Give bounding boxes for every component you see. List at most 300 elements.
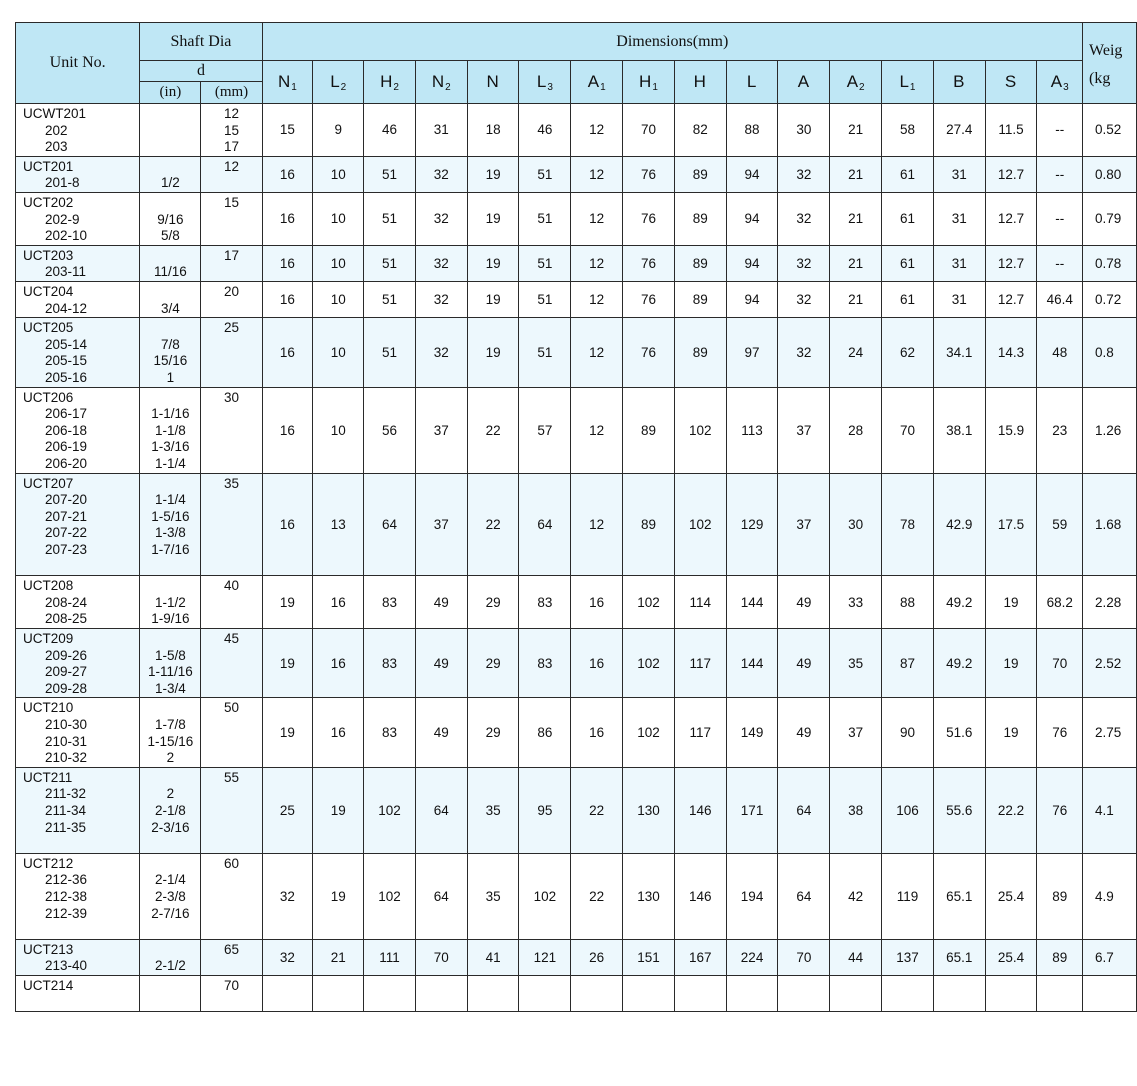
- dimension-cell: 167: [674, 939, 726, 975]
- dimension-cell: [726, 975, 778, 1011]
- unit-model: UCT214: [23, 977, 74, 993]
- dimension-cell: 37: [415, 473, 467, 576]
- dimension-cell: 144: [726, 576, 778, 629]
- dimension-cell: 22: [571, 767, 623, 853]
- dimension-cell: 11.5: [985, 104, 1037, 157]
- dimension-cell: 49: [415, 698, 467, 767]
- table-row: [16, 318, 1137, 387]
- shaft-mm-value: 17: [223, 247, 240, 263]
- dimension-cell: [933, 975, 985, 1011]
- col-head-base: H: [639, 72, 652, 91]
- dimension-cell: 61: [882, 245, 934, 281]
- shaft-mm-value: 20: [223, 283, 240, 299]
- dimension-cell: 12.7: [985, 156, 1037, 192]
- dimension-cell: 130: [623, 767, 675, 853]
- dimension-cell: 18: [467, 104, 519, 157]
- col-head-sub: 2: [340, 82, 347, 93]
- unit-variant: 207-21: [45, 508, 88, 524]
- unit-variant: 209-27: [45, 664, 88, 680]
- unit-variant: 210-31: [45, 733, 88, 749]
- dimension-cell: 38.1: [933, 387, 985, 473]
- unit-no-cell: [16, 975, 140, 1011]
- dimension-cell: 13: [313, 473, 364, 576]
- dimension-cell: 12: [571, 104, 623, 157]
- shaft-in-value: 1-3/4: [154, 680, 186, 696]
- unit-no-cell: [16, 576, 140, 629]
- dimension-cell: 70: [1037, 628, 1083, 697]
- dimension-cell: 32: [415, 245, 467, 281]
- dimension-cell: 44: [830, 939, 882, 975]
- dimension-cell: 62: [882, 318, 934, 387]
- dimension-cell: 114: [674, 576, 726, 629]
- dimension-cell: 94: [726, 192, 778, 245]
- dimension-cell: 28: [830, 387, 882, 473]
- dimension-cell: 16: [262, 318, 313, 387]
- dimension-cell: 194: [726, 853, 778, 939]
- shaft-in-value: 2-1/8: [154, 802, 186, 818]
- dimension-cell: 94: [726, 281, 778, 317]
- dimension-cell: 35: [467, 767, 519, 853]
- shaft-in-value: [140, 123, 200, 140]
- unit-no-cell: [16, 939, 140, 975]
- shaft-in-value: [140, 700, 200, 717]
- dimension-cell: 21: [830, 156, 882, 192]
- dimension-cell: 48: [1037, 318, 1083, 387]
- dimension-cell: 83: [364, 576, 416, 629]
- dimension-cell: 26: [571, 939, 623, 975]
- col-head-sub: 3: [547, 82, 553, 93]
- shaft-in-cell: [140, 473, 201, 576]
- weight-cell: [1083, 975, 1137, 1011]
- dimension-cell: 51: [364, 281, 416, 317]
- table-row: [16, 975, 1137, 1011]
- dimension-cell: 38: [830, 767, 882, 853]
- shaft-in-cell: [140, 939, 201, 975]
- dimension-cell: 9: [313, 104, 364, 157]
- col-head: [1037, 61, 1083, 104]
- weight-cell: 0.52: [1083, 104, 1137, 157]
- dimension-cell: 89: [674, 281, 726, 317]
- dimension-cell: 89: [674, 192, 726, 245]
- unit-no-cell: [16, 387, 140, 473]
- dimension-cell: 146: [674, 767, 726, 853]
- dimension-cell: 51: [364, 156, 416, 192]
- dimension-cell: 51: [519, 318, 571, 387]
- dimension-cell: 89: [674, 318, 726, 387]
- dimension-cell: 76: [623, 318, 675, 387]
- dimension-cell: 22: [571, 853, 623, 939]
- shaft-in-value: 1-5/16: [151, 508, 190, 524]
- dimension-cell: 90: [882, 698, 934, 767]
- shaft-in-value: 2-3/8: [154, 888, 186, 904]
- weight-cell: 2.75: [1083, 698, 1137, 767]
- col-head-sub: 1: [291, 82, 297, 93]
- dimension-cell: 78: [882, 473, 934, 576]
- shaft-mm-value: 15: [223, 122, 240, 138]
- shaft-in-value: [140, 995, 200, 1012]
- dimension-cell: 49: [415, 576, 467, 629]
- dimension-cell: 22: [467, 473, 519, 576]
- dimension-cell: 56: [364, 387, 416, 473]
- dimension-cell: 17.5: [985, 473, 1037, 576]
- shaft-mm-cell: [201, 318, 262, 387]
- shaft-mm-cell: [201, 192, 262, 245]
- dimension-cell: 12: [571, 156, 623, 192]
- unit-variant: 201-8: [45, 175, 80, 191]
- dimension-cell: 32: [778, 156, 830, 192]
- dimension-cell: 10: [313, 281, 364, 317]
- shaft-mm-value: 35: [223, 475, 240, 491]
- dimension-cell: 21: [313, 939, 364, 975]
- dimension-cell: 89: [623, 473, 675, 576]
- weight-cell: 6.7: [1083, 939, 1137, 975]
- shaft-in-value: 2-3/16: [151, 819, 190, 835]
- dimension-cell: 33: [830, 576, 882, 629]
- dimension-cell: 55.6: [933, 767, 985, 853]
- dimension-cell: 10: [313, 245, 364, 281]
- col-head: [623, 61, 675, 104]
- shaft-in-value: 1-1/8: [154, 422, 186, 438]
- dimension-cell: 16: [571, 576, 623, 629]
- weight-cell: 1.68: [1083, 473, 1137, 576]
- unit-variant: 202: [45, 122, 68, 138]
- col-head-sub: 2: [393, 82, 399, 93]
- dimension-cell: 119: [882, 853, 934, 939]
- unit-no-cell: [16, 281, 140, 317]
- shaft-in-value: 2-1/4: [154, 872, 186, 888]
- col-head-base: N: [486, 72, 499, 91]
- weight-cell: 2.52: [1083, 628, 1137, 697]
- col-head: [985, 61, 1037, 104]
- unit-variant: 207-20: [45, 492, 88, 508]
- dimension-cell: 16: [262, 192, 313, 245]
- shaft-in-value: [140, 942, 200, 959]
- header-d: d: [140, 61, 262, 82]
- table-row: [16, 387, 1137, 473]
- dimension-cell: 68.2: [1037, 576, 1083, 629]
- dimension-cell: 64: [364, 473, 416, 576]
- table-row: [16, 473, 1137, 576]
- unit-no-cell: [16, 473, 140, 576]
- shaft-in-value: 11/16: [153, 264, 187, 280]
- unit-variant: 212-39: [45, 905, 88, 921]
- unit-variant: 205-16: [45, 369, 88, 385]
- dimension-cell: 16: [262, 473, 313, 576]
- dimension-cell: 42.9: [933, 473, 985, 576]
- dimension-cell: 29: [467, 628, 519, 697]
- dimension-cell: 64: [415, 853, 467, 939]
- table-row: [16, 767, 1137, 853]
- col-head-base: S: [1004, 72, 1017, 91]
- shaft-mm-value: 55: [223, 769, 240, 785]
- dimension-cell: 37: [830, 698, 882, 767]
- unit-no-cell: [16, 245, 140, 281]
- unit-model: UCT208: [23, 578, 74, 594]
- dimension-cell: 76: [623, 192, 675, 245]
- shaft-in-cell: [140, 387, 201, 473]
- dimension-cell: 35: [467, 853, 519, 939]
- dimension-cell: 16: [571, 698, 623, 767]
- col-head: [364, 61, 416, 104]
- dimension-cell: 49: [778, 576, 830, 629]
- dimension-cell: --: [1037, 104, 1083, 157]
- shaft-mm-cell: [201, 628, 262, 697]
- col-head: [415, 61, 467, 104]
- shaft-mm-value: 12: [223, 158, 240, 174]
- dimension-cell: 19: [985, 576, 1037, 629]
- col-head-base: A: [587, 72, 600, 91]
- shaft-in-cell: [140, 767, 201, 853]
- unit-variant: 207-22: [45, 525, 88, 541]
- dimension-cell: 51: [519, 192, 571, 245]
- dimension-cell: 32: [415, 318, 467, 387]
- col-head: [519, 61, 571, 104]
- shaft-in-cell: [140, 156, 201, 192]
- dimension-cell: 64: [519, 473, 571, 576]
- dimension-cell: 117: [674, 628, 726, 697]
- dimension-cell: 97: [726, 318, 778, 387]
- shaft-in-value: 7/8: [160, 336, 180, 352]
- dimension-cell: 61: [882, 281, 934, 317]
- shaft-in-cell: [140, 853, 201, 939]
- col-head: [467, 61, 519, 104]
- shaft-in-value: 1-1/4: [154, 492, 186, 508]
- dimension-cell: 76: [623, 245, 675, 281]
- unit-model: UCT205: [23, 320, 74, 336]
- weight-cell: 0.78: [1083, 245, 1137, 281]
- unit-no-cell: [16, 156, 140, 192]
- shaft-in-value: [140, 139, 200, 156]
- shaft-in-value: 1-7/8: [154, 716, 186, 732]
- shaft-mm-value: 40: [223, 578, 240, 594]
- dimension-cell: 64: [778, 853, 830, 939]
- col-head-base: A: [1050, 72, 1063, 91]
- table-row: [16, 192, 1137, 245]
- unit-model: UCT203: [23, 247, 74, 263]
- shaft-in-value: 5/8: [160, 228, 180, 244]
- dimension-cell: 82: [674, 104, 726, 157]
- shaft-mm-value: 60: [223, 855, 240, 871]
- unit-variant: 209-26: [45, 647, 88, 663]
- dimension-cell: 21: [830, 104, 882, 157]
- dimension-cell: 12: [571, 387, 623, 473]
- header-in: (in): [140, 82, 201, 104]
- shaft-in-value: [140, 284, 200, 301]
- unit-variant: 213-40: [45, 958, 88, 974]
- dimension-cell: 30: [778, 104, 830, 157]
- dimension-cell: 51: [364, 245, 416, 281]
- dimension-cell: 65.1: [933, 853, 985, 939]
- col-head-sub: 1: [600, 82, 606, 93]
- dimension-cell: 19: [262, 576, 313, 629]
- dimension-cell: 31: [933, 156, 985, 192]
- shaft-in-cell: [140, 576, 201, 629]
- dimension-cell: 88: [726, 104, 778, 157]
- shaft-in-value: [140, 320, 200, 337]
- shaft-in-cell: [140, 698, 201, 767]
- dimension-cell: 70: [415, 939, 467, 975]
- shaft-mm-cell: [201, 939, 262, 975]
- dimension-cell: 16: [262, 245, 313, 281]
- unit-variant: 202-10: [45, 228, 88, 244]
- dimension-cell: 37: [778, 387, 830, 473]
- dimension-cell: 29: [467, 698, 519, 767]
- shaft-in-value: 1-15/16: [147, 733, 194, 749]
- dimension-cell: 70: [778, 939, 830, 975]
- shaft-mm-cell: [201, 853, 262, 939]
- unit-variant: 208-24: [45, 594, 88, 610]
- shaft-in-value: 15/16: [153, 353, 188, 369]
- dimension-cell: 94: [726, 156, 778, 192]
- unit-variant: 211-34: [45, 802, 87, 818]
- shaft-in-cell: [140, 192, 201, 245]
- dimension-cell: 12: [571, 281, 623, 317]
- shaft-in-cell: [140, 245, 201, 281]
- dimension-cell: 102: [519, 853, 571, 939]
- unit-variant: 204-12: [45, 300, 88, 316]
- shaft-in-value: 1-1/16: [151, 406, 190, 422]
- dimension-cell: 31: [415, 104, 467, 157]
- dimension-cell: 51: [519, 245, 571, 281]
- dimension-cell: 21: [830, 192, 882, 245]
- bearing-unit-table: [15, 22, 1137, 1012]
- dimension-cell: 32: [778, 318, 830, 387]
- col-head-sub: 2: [445, 82, 451, 93]
- unit-model: UCT207: [23, 475, 74, 491]
- unit-variant: [16, 995, 139, 1012]
- table-viewport: [15, 22, 1123, 1086]
- dimension-cell: [313, 975, 364, 1011]
- unit-no-cell: [16, 628, 140, 697]
- dimension-cell: 19: [262, 628, 313, 697]
- unit-variant: 206-17: [45, 406, 88, 422]
- dimension-cell: 31: [933, 245, 985, 281]
- col-head: [262, 61, 313, 104]
- shaft-in-value: 1-3/8: [154, 525, 186, 541]
- unit-variant: 208-25: [45, 611, 88, 627]
- shaft-in-cell: [140, 975, 201, 1011]
- col-head: [830, 61, 882, 104]
- table-row: [16, 853, 1137, 939]
- shaft-in-value: 2: [166, 750, 175, 766]
- dimension-cell: 51: [364, 192, 416, 245]
- dimension-cell: 16: [262, 281, 313, 317]
- dimension-cell: 16: [313, 628, 364, 697]
- unit-variant: 210-30: [45, 716, 88, 732]
- unit-no-cell: [16, 698, 140, 767]
- col-head-base: A: [797, 72, 810, 91]
- dimension-cell: 32: [262, 939, 313, 975]
- col-head-sub: 1: [652, 82, 658, 93]
- dimension-cell: 46.4: [1037, 281, 1083, 317]
- dimension-cell: 64: [415, 767, 467, 853]
- dimension-cell: 19: [467, 192, 519, 245]
- dimension-cell: 64: [778, 767, 830, 853]
- unit-variant: 203-11: [45, 264, 87, 280]
- dimension-cell: [519, 975, 571, 1011]
- dimension-cell: 46: [364, 104, 416, 157]
- unit-model: UCT212: [23, 855, 74, 871]
- dimension-cell: 31: [933, 281, 985, 317]
- unit-variant: 206-20: [45, 455, 88, 471]
- shaft-in-value: 1-9/16: [151, 611, 190, 627]
- weight-cell: 4.1: [1083, 767, 1137, 853]
- unit-variant: 211-35: [45, 819, 87, 835]
- dimension-cell: 12: [571, 473, 623, 576]
- shaft-in-value: 2: [166, 786, 175, 802]
- weight-cell: 0.8: [1083, 318, 1137, 387]
- dimension-cell: 102: [674, 473, 726, 576]
- dimension-cell: 102: [623, 576, 675, 629]
- dimension-cell: [778, 975, 830, 1011]
- dimension-cell: 35: [830, 628, 882, 697]
- dimension-cell: [364, 975, 416, 1011]
- dimension-cell: 106: [882, 767, 934, 853]
- shaft-in-value: 1: [166, 369, 175, 385]
- dimension-cell: 102: [674, 387, 726, 473]
- shaft-in-value: 1-1/4: [154, 455, 186, 471]
- shaft-mm-cell: [201, 698, 262, 767]
- shaft-in-value: 1-1/2: [154, 594, 186, 610]
- shaft-mm-value: 17: [223, 139, 240, 155]
- dimension-cell: 15: [262, 104, 313, 157]
- dimension-cell: 95: [519, 767, 571, 853]
- dimension-cell: 10: [313, 318, 364, 387]
- dimension-cell: 51: [519, 156, 571, 192]
- dimension-cell: 130: [623, 853, 675, 939]
- col-head-base: L: [536, 72, 547, 91]
- dimension-cell: 49: [778, 698, 830, 767]
- shaft-in-value: 9/16: [157, 211, 184, 227]
- unit-model: UCT202: [23, 194, 74, 210]
- dimension-cell: 42: [830, 853, 882, 939]
- shaft-in-value: [140, 856, 200, 873]
- dimension-cell: 70: [623, 104, 675, 157]
- table-header: [16, 23, 1137, 104]
- shaft-mm-cell: [201, 156, 262, 192]
- dimension-cell: 14.3: [985, 318, 1037, 387]
- table-row: [16, 576, 1137, 629]
- shaft-in-cell: [140, 628, 201, 697]
- dimension-cell: [985, 975, 1037, 1011]
- shaft-in-value: 1-7/16: [151, 541, 190, 557]
- unit-variant: 207-23: [45, 541, 88, 557]
- header-unit-no: Unit No.: [16, 23, 140, 104]
- table-row: [16, 156, 1137, 192]
- shaft-in-value: 1-11/16: [147, 664, 193, 680]
- dimension-cell: 21: [830, 245, 882, 281]
- dimension-cell: 12.7: [985, 192, 1037, 245]
- col-head: [313, 61, 364, 104]
- col-head-base: L: [330, 72, 340, 91]
- dimension-cell: 86: [519, 698, 571, 767]
- shaft-in-value: [140, 390, 200, 407]
- dimension-cell: 32: [262, 853, 313, 939]
- dimension-cell: 19: [313, 767, 364, 853]
- unit-model: UCT211: [23, 769, 73, 785]
- dimension-cell: 12: [571, 318, 623, 387]
- shaft-in-value: [140, 476, 200, 493]
- dimension-cell: 87: [882, 628, 934, 697]
- dimension-cell: 89: [623, 387, 675, 473]
- dimension-cell: 149: [726, 698, 778, 767]
- dimension-cell: 49.2: [933, 628, 985, 697]
- dimension-cell: 19: [985, 628, 1037, 697]
- unit-variant: 205-14: [45, 336, 88, 352]
- dimension-cell: 19: [467, 281, 519, 317]
- dimension-cell: 146: [674, 853, 726, 939]
- col-head: [778, 61, 830, 104]
